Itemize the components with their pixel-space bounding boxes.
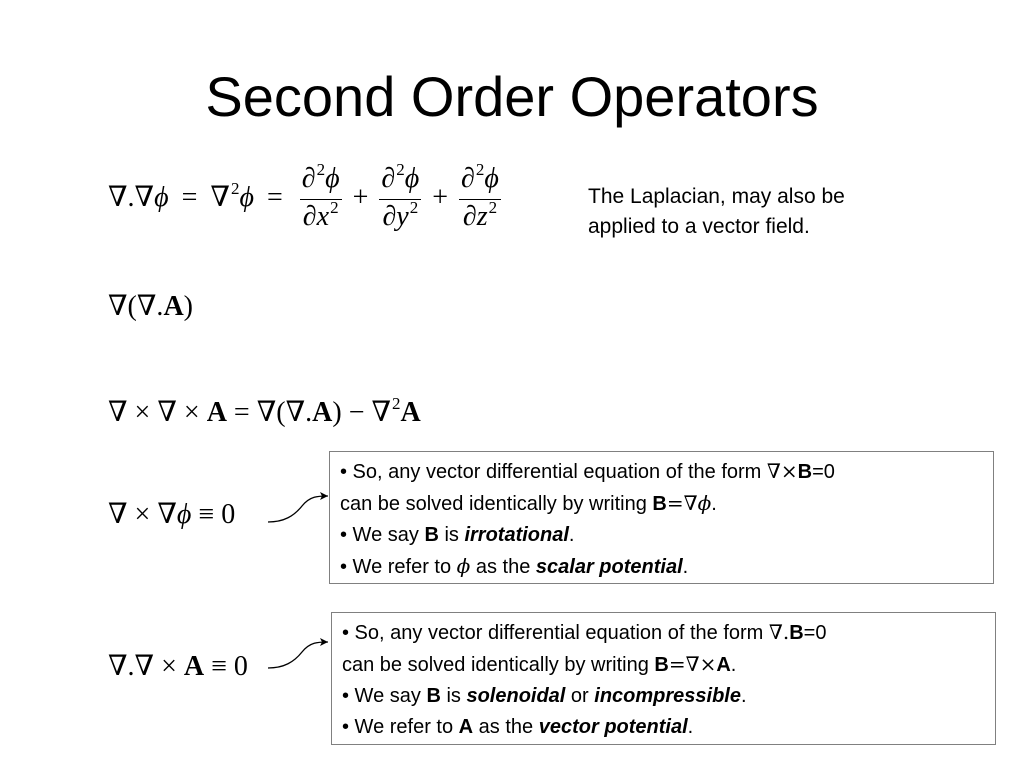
phi-symbol: ϕ [404, 163, 420, 194]
div-grad-operator: ∇.∇ [108, 181, 155, 213]
box-text: can be solved identically by writing [342, 654, 655, 676]
box-line [340, 456, 983, 488]
vector-b: B [424, 524, 439, 546]
equals-curl: =∇× [668, 652, 717, 676]
vector-a: A [206, 397, 227, 428]
square-exponent: 2 [475, 160, 485, 179]
vector-b: B [652, 493, 667, 515]
connector-arrow-solenoidal [266, 636, 336, 680]
vector-b: B [789, 622, 804, 644]
box-line [342, 712, 985, 743]
box-text: • We say [342, 685, 427, 707]
square-exponent: 2 [392, 394, 401, 413]
box-text: as the [473, 716, 539, 738]
term-solenoidal: solenoidal [466, 685, 566, 707]
term-irrotational: irrotational [464, 524, 569, 546]
vector-b: B [426, 685, 441, 707]
square-exponent: 2 [230, 178, 240, 198]
partial-symbol: ∂ [302, 201, 317, 232]
box-line [340, 551, 983, 583]
equals-sign: = [181, 181, 198, 213]
minus-nabla: ) − ∇ [332, 397, 392, 428]
vector-a: A [458, 716, 474, 738]
curl-curl-identity [108, 396, 421, 433]
identically-zero: ≡ 0 [191, 499, 236, 530]
grad-div-expression [108, 290, 193, 324]
square-exponent: 2 [396, 160, 405, 179]
vector-a: A [400, 397, 421, 428]
period: . [687, 716, 694, 738]
div-curl-operator: ∇.∇ × [108, 651, 184, 682]
box-line [342, 649, 985, 681]
x-variable: x [316, 201, 330, 232]
box-line [342, 617, 985, 649]
period: . [711, 493, 717, 515]
phi-symbol: ϕ [154, 181, 169, 213]
phi-symbol: ϕ [484, 163, 499, 194]
curl-grad-identity [108, 498, 235, 532]
equals-grad-div: = ∇(∇. [226, 397, 313, 428]
box-text: or [565, 685, 595, 707]
grad-div-operator: ∇(∇. [108, 291, 164, 322]
fraction-y [379, 162, 421, 237]
curl-grad-operator: ∇ × ∇ [108, 499, 177, 530]
box-text: • So, any vector differential equation of the form [340, 461, 767, 483]
connector-arrow-irrotational [266, 486, 336, 530]
square-exponent: 2 [316, 160, 326, 179]
box-line [340, 488, 983, 520]
vector-a: A [716, 654, 731, 676]
term-vector-potential: vector potential [538, 716, 688, 738]
phi-symbol: ϕ [456, 554, 471, 578]
curl-curl-operator: ∇ × ∇ × [108, 397, 207, 428]
y-variable: y [396, 201, 409, 232]
period: . [682, 556, 689, 578]
equals-sign: = [266, 181, 283, 213]
equals-zero: =0 [812, 461, 835, 483]
solenoidal-box [331, 612, 996, 745]
note-line: The Laplacian, may also be [588, 185, 845, 208]
curl-symbol: ∇× [766, 459, 798, 483]
partial-symbol: ∂ [462, 201, 477, 232]
plus-sign: + [432, 181, 449, 213]
note-line: applied to a vector field. [588, 215, 810, 238]
phi-symbol: ϕ [176, 499, 192, 530]
equals-zero: =0 [803, 622, 827, 644]
box-line [342, 681, 985, 712]
partial-symbol: ∂ [301, 163, 316, 194]
square-exponent: 2 [330, 198, 339, 217]
partial-symbol: ∂ [381, 163, 396, 194]
partial-symbol: ∂ [461, 163, 475, 194]
box-text: as the [470, 556, 536, 578]
phi-symbol: ϕ [697, 491, 712, 515]
square-exponent: 2 [409, 198, 419, 217]
close-paren: ) [183, 291, 193, 322]
period: . [740, 685, 747, 707]
nabla-symbol: ∇ [210, 181, 230, 213]
vector-a: A [312, 397, 333, 428]
term-incompressible: incompressible [594, 685, 741, 707]
vector-b: B [654, 654, 669, 676]
phi-symbol: ϕ [325, 163, 340, 194]
vector-a: A [183, 651, 205, 682]
fraction-z [459, 162, 501, 237]
period: . [730, 654, 737, 676]
partial-symbol: ∂ [382, 201, 397, 232]
period: . [568, 524, 575, 546]
laplacian-equation [108, 162, 505, 237]
fraction-x [300, 162, 342, 237]
box-line [340, 520, 983, 551]
identically-zero: ≡ 0 [204, 651, 248, 682]
slide-title: Second Order Operators [205, 65, 819, 128]
box-text: • We refer to [340, 556, 457, 578]
divergence-symbol: ∇. [768, 620, 790, 644]
equals-grad: =∇ [666, 491, 698, 515]
box-text: can be solved identically by writing [340, 493, 653, 515]
box-text: • We refer to [342, 716, 459, 738]
laplacian-note [588, 182, 928, 242]
z-variable: z [476, 201, 488, 232]
div-curl-identity [108, 650, 248, 684]
phi-symbol: ϕ [239, 181, 254, 213]
box-text: • So, any vector differential equation of the form [342, 622, 769, 644]
box-text: • We say [340, 524, 425, 546]
box-text: is [438, 524, 465, 546]
vector-b: B [797, 461, 813, 483]
plus-sign: + [352, 181, 369, 213]
box-text: is [440, 685, 467, 707]
square-exponent: 2 [488, 198, 498, 217]
irrotational-box [329, 451, 994, 584]
term-scalar-potential: scalar potential [535, 556, 683, 578]
vector-a: A [163, 291, 184, 322]
